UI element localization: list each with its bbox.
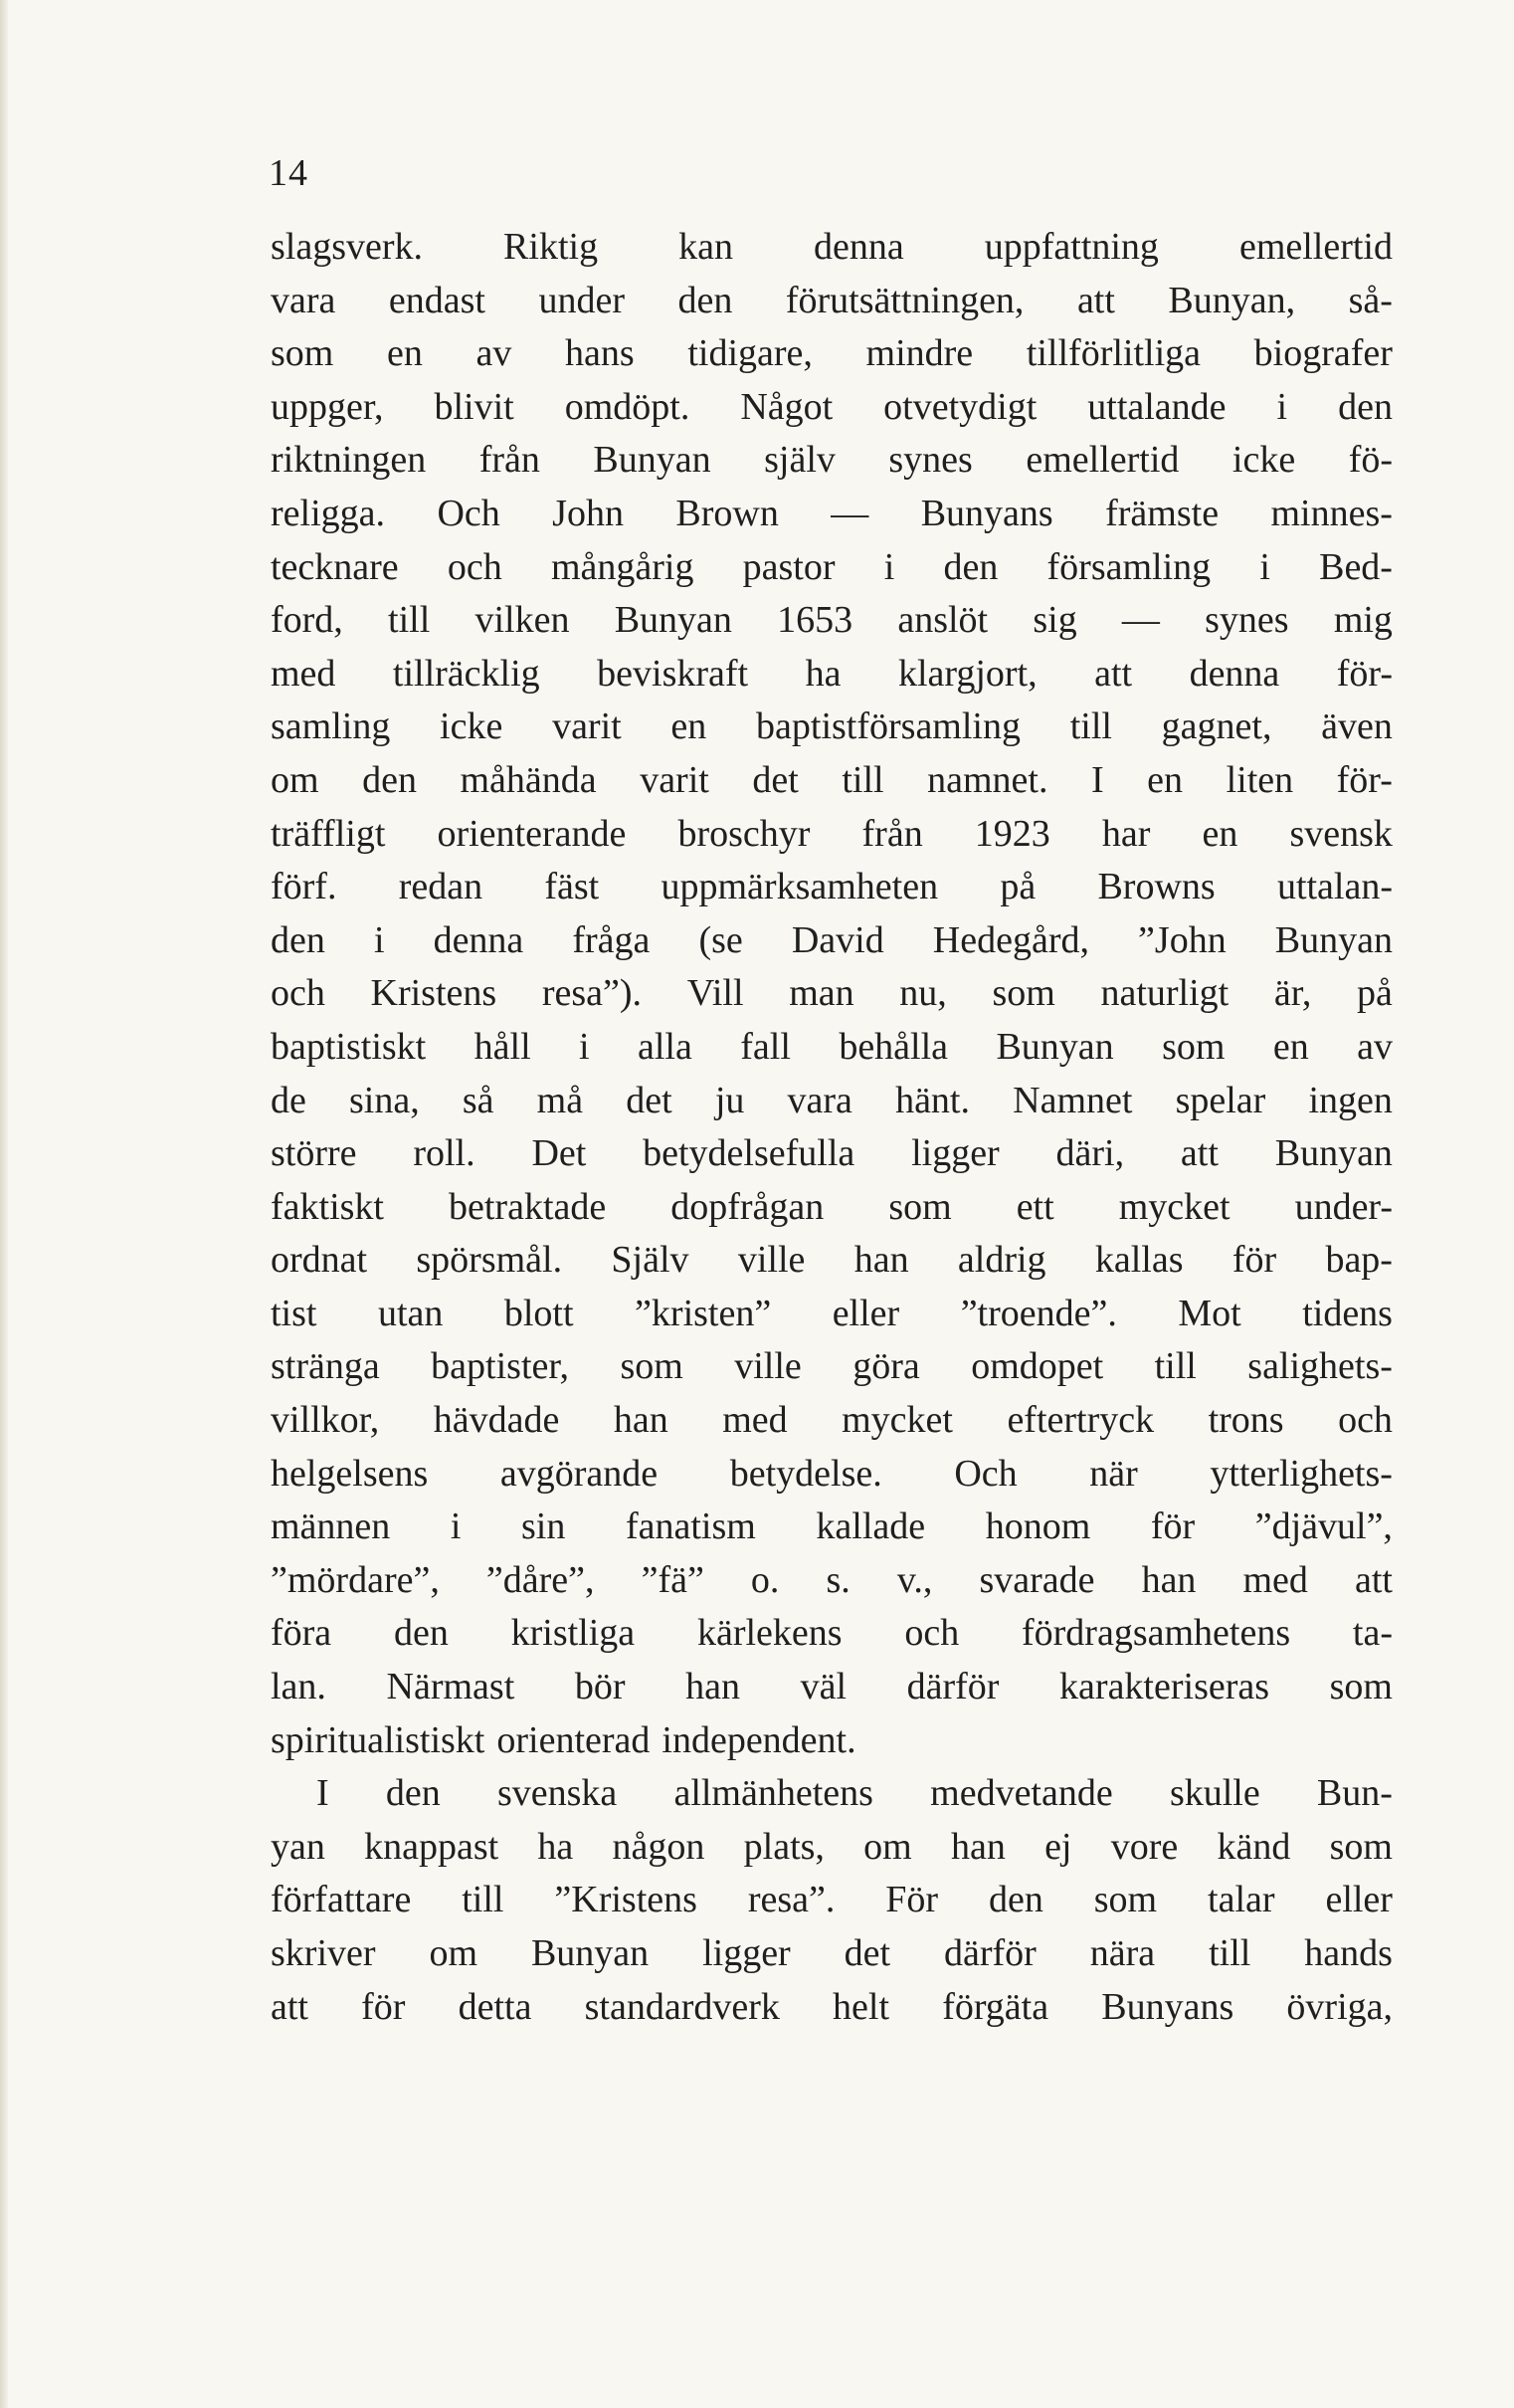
text-line: de sina, så må det ju vara hänt. Namnet spelar ingen [271, 1079, 1393, 1121]
text-line: vara endast under den förutsättningen, att Bunyan, så- [271, 279, 1393, 321]
text-line: om den måhända varit det till namnet. I en liten för- [271, 758, 1393, 801]
text-line: skriver om Bunyan ligger det därför nära till hands [271, 1932, 1393, 1974]
text-line: tist utan blott ”kristen” eller ”troende”. Mot tidens [271, 1292, 1393, 1334]
text-line: träffligt orienterande broschyr från 1923 har en svensk [271, 812, 1393, 855]
text-line: riktningen från Bunyan själv synes emellertid icke fö- [271, 439, 1393, 482]
text-line: stränga baptister, som ville göra omdopet till salighets- [271, 1345, 1393, 1388]
body-text [271, 221, 1393, 2034]
text-line: I den svenska allmänhetens medvetande skulle Bun- [316, 1772, 1393, 1815]
text-line: förf. redan fäst uppmärksamheten på Browns uttalan- [271, 866, 1393, 908]
text-line: slagsverk. Riktig kan denna uppfattning emellertid [271, 226, 1393, 268]
text-line: baptistiskt håll i alla fall behålla Bunyan som en av [271, 1025, 1393, 1068]
text-line: ”mördare”, ”dåre”, ”fä” o. s. v., svarade han med att [271, 1558, 1393, 1601]
text-line: yan knappast ha någon plats, om han ej vore känd som [271, 1825, 1393, 1868]
text-line: ford, till vilken Bunyan 1653 anslöt sig — synes mig [271, 599, 1393, 642]
text-line: och Kristens resa”). Vill man nu, som naturligt är, på [271, 972, 1393, 1015]
text-line: större roll. Det betydelsefulla ligger däri, att Bunyan [271, 1132, 1393, 1175]
text-line: författare till ”Kristens resa”. För den som talar eller [271, 1879, 1393, 1921]
text-line: faktiskt betraktade dopfrågan som ett mycket under- [271, 1185, 1393, 1228]
text-line: männen i sin fanatism kallade honom för ”djävul”, [271, 1505, 1393, 1548]
text-line: uppger, blivit omdöpt. Något otvetydigt uttalande i den [271, 385, 1393, 428]
text-line: föra den kristliga kärlekens och fördragsamhetens ta- [271, 1612, 1393, 1655]
text-line: den i denna fråga (se David Hedegård, ”John Bunyan [271, 918, 1393, 961]
text-line: villkor, hävdade han med mycket eftertryck trons och [271, 1399, 1393, 1442]
text-line: som en av hans tidigare, mindre tillförlitliga biografer [271, 332, 1393, 375]
page-number: 14 [269, 152, 308, 194]
text-line: religga. Och John Brown — Bunyans främste minnes- [271, 492, 1393, 534]
text-line: ordnat spörsmål. Själv ville han aldrig kallas för bap- [271, 1239, 1393, 1282]
text-line: lan. Närmast bör han väl därför karakteriseras som [271, 1666, 1393, 1708]
text-line: spiritualistiskt orienterad independent. [271, 1718, 856, 1761]
page-edge [0, 0, 8, 2408]
text-line: att för detta standardverk helt förgäta Bunyans övriga, [271, 1985, 1393, 2028]
text-line: med tillräcklig beviskraft ha klargjort, att denna för- [271, 652, 1393, 695]
text-line: samling icke varit en baptistförsamling till gagnet, även [271, 705, 1393, 748]
text-line: helgelsens avgörande betydelse. Och när ytterlighets- [271, 1452, 1393, 1495]
text-line: tecknare och mångårig pastor i den församling i Bed- [271, 545, 1393, 588]
